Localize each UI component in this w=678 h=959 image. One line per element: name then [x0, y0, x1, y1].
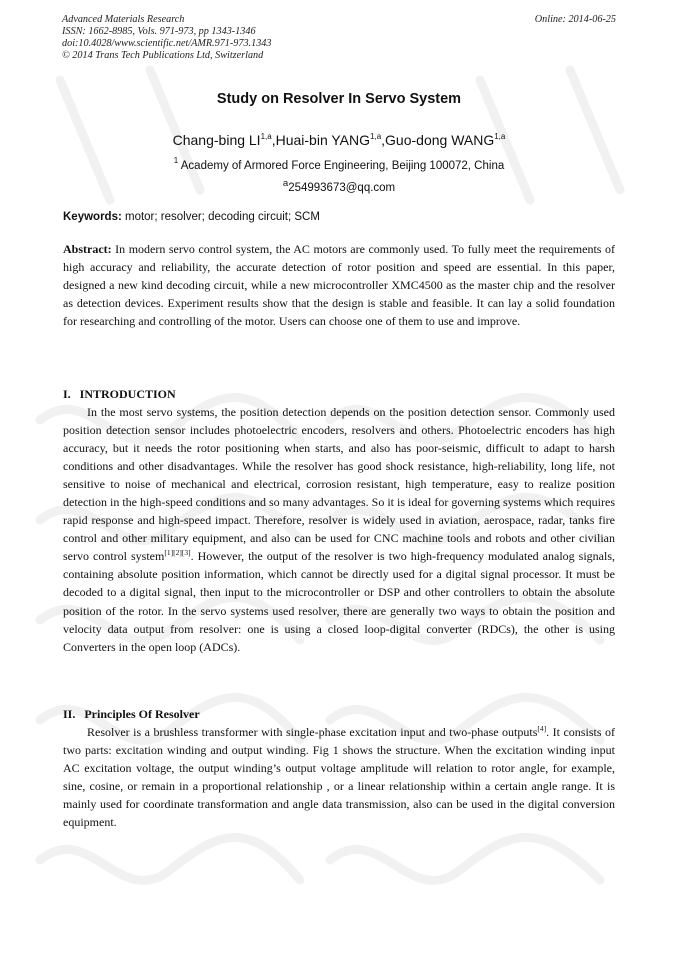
paragraph-text: Resolver is a brushless transformer with single-phase excitation input and two-phase outputs: [87, 725, 538, 739]
journal-name: Advanced Materials Research: [62, 14, 185, 25]
section-number: II.: [63, 707, 76, 721]
affiliation: [0, 156, 678, 172]
author-name: Guo-dong WANG: [385, 132, 495, 148]
author-superscript: 1,a: [494, 132, 506, 141]
author-superscript: 1,a: [370, 132, 382, 141]
citation[interactable]: [1][2][3]: [164, 548, 191, 558]
online-date: Online: 2014-06-25: [534, 14, 616, 25]
section-body-principles: [63, 723, 615, 831]
journal-doi: doi:10.4028/www.scientific.net/AMR.971-973.1343: [62, 38, 272, 49]
affiliation-text: Academy of Armored Force Engineering, Beijing 100072, China: [178, 160, 505, 172]
affiliation-superscript: 1: [173, 156, 179, 165]
abstract-text: In modern servo control system, the AC motors are commonly used. To fully meet the requirements of high accuracy and reliability, the accurate detection of rotor position and speed are essential. In this paper, designed a new kind decoding circuit, while a new microcontroller XMC4500 as the master chip and the resolver as detection devices. Experiment results show that the design is stable and feasible. It can lay a solid foundation for researching and controlling of the motor. Users can choose one of them to use and improve.: [63, 242, 615, 328]
keywords: [63, 211, 615, 223]
abstract-label: Abstract:: [63, 242, 112, 256]
paper-title: Study on Resolver In Servo System: [216, 91, 462, 107]
section-title: Principles Of Resolver: [84, 707, 200, 721]
section-number: I.: [63, 387, 71, 401]
section-title: INTRODUCTION: [79, 387, 176, 401]
author-separator: ,: [271, 132, 276, 148]
author-email: [0, 178, 678, 194]
keywords-text: motor; resolver; decoding circuit; SCM: [121, 211, 320, 223]
author-name: Huai-bin YANG: [275, 132, 371, 148]
paragraph: [63, 403, 615, 656]
author-superscript: 1,a: [260, 132, 272, 141]
keywords-label: Keywords:: [63, 211, 122, 223]
journal-copyright: © 2014 Trans Tech Publications Ltd, Switzerland: [62, 50, 264, 61]
paragraph-text: . However, the output of the resolver is two high-frequency modulated analog signals, containing absolute position information, which cannot be directly used for a digital signal processor. It must be decoded to a digital signal, then input to the microcontroller or DSP and other controllers to obtain the absolute position of the rotor. In the servo systems used resolver, there are generally two ways to obtain the position and velocity data output from resolver: one is using a closed loop-digital converter (RDCs), the other is using Converters in the open loop (ADCs).: [63, 549, 615, 654]
paragraph-text: In the most servo systems, the position detection depends on the position detection sensor. Commonly used position detection sensor includes photoelectric encoders, resolvers and others. Photoelectric encoders has high accuracy, but it needs the rotor positioning when starts, and also has poor-seismic, difficult to adapt to harsh conditions and other disadvantages. While the resolver has good shock resistance, high-reliability, long life, not sensitive to noise of mechanical and electrical, corrosion resistant, high temperature, easy to realize position detection in the high-speed conditions and so many advantages. So it is ideal for governing systems which requires rapid response and high-speed impact. Therefore, resolver is widely used in aviation, aerospace, radar, tanks fire control and other military equipment, and also can be used for CNC machine tools and robots and other civilian servo control system: [63, 405, 615, 564]
author-name: Chang-bing LI: [172, 132, 261, 148]
author-list: [0, 132, 678, 148]
email-superscript: a: [282, 178, 289, 189]
abstract: [63, 240, 615, 330]
section-heading-principles: [63, 705, 615, 723]
email-address[interactable]: 254993673@qq.com: [288, 181, 396, 194]
journal-issn: ISSN: 1662-8985, Vols. 971-973, pp 1343-1346: [62, 26, 256, 37]
paragraph-text: . It consists of two parts: excitation winding and output winding. Fig 1 shows the structure. When the excitation winding input AC excitation voltage, the output winding’s output voltage amplitude will relation to rotor angle, for example, sine, cosine, or remain in a proportional relationship , or a linear relationship within a certain angle range. It is mainly used for coordinate transformation and angle data transmission, also can be used in the digital conversion equipment.: [63, 725, 615, 830]
author-separator: ,: [381, 132, 386, 148]
section-body-introduction: [63, 403, 615, 656]
section-heading-introduction: [63, 385, 615, 403]
citation[interactable]: [4]: [537, 724, 547, 733]
paragraph: [63, 723, 615, 831]
journal-header: [62, 14, 616, 62]
